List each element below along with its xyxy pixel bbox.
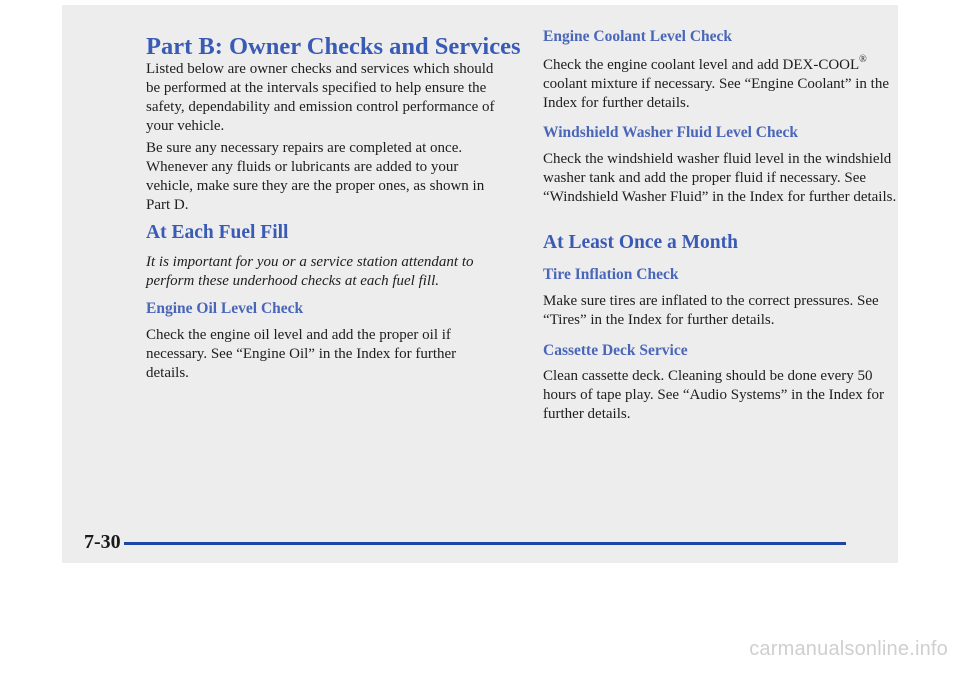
coolant-text [543, 56, 893, 113]
intro-paragraph-2: Be sure any necessary repairs are completed at once. Whenever any fluids or lubricants are added to your vehicle, make sure they are the proper ones, as shown in Part D. [146, 140, 485, 213]
watermark-text: carmanualsonline.info [749, 638, 948, 660]
cassette-text: Clean cassette deck. Cleaning should be done every 50 hours of tape play. See “Audio Systems” in the Index for further details. [543, 368, 885, 422]
coolant-heading: Engine Coolant Level Check [543, 28, 733, 45]
coolant-text-after: coolant mixture if necessary. See “Engine Coolant” in the Index for further details. [543, 76, 889, 111]
page-number: 7-30 [84, 531, 121, 553]
cassette-heading: Cassette Deck Service [543, 342, 688, 359]
page-sheet [62, 5, 898, 563]
registered-mark: ® [859, 54, 867, 65]
fuel-fill-note: It is important for you or a service station attendant to perform these underhood checks at each fuel fill. [146, 254, 474, 289]
page-title: Part B: Owner Checks and Services [146, 33, 521, 60]
fuel-fill-heading: At Each Fuel Fill [146, 222, 289, 243]
monthly-heading: At Least Once a Month [543, 232, 738, 253]
tire-heading: Tire Inflation Check [543, 266, 679, 283]
washer-text: Check the windshield washer fluid level in the windshield washer tank and add the proper fluid if necessary. See “Windshield Washer Fluid” in the Index for further details. [543, 151, 897, 205]
footer-rule [124, 542, 846, 545]
tire-text: Make sure tires are inflated to the correct pressures. See “Tires” in the Index for further details. [543, 293, 879, 328]
coolant-text-before: Check the engine coolant level and add DEX-COOL [543, 57, 860, 73]
washer-heading: Windshield Washer Fluid Level Check [543, 124, 798, 141]
engine-oil-text: Check the engine oil level and add the proper oil if necessary. See “Engine Oil” in the Index for further details. [146, 327, 457, 381]
engine-oil-heading: Engine Oil Level Check [146, 300, 304, 317]
intro-paragraph-1: Listed below are owner checks and services which should be performed at the intervals specified to help ensure the safety, dependability and emission control performance of your vehicle. [146, 61, 495, 134]
